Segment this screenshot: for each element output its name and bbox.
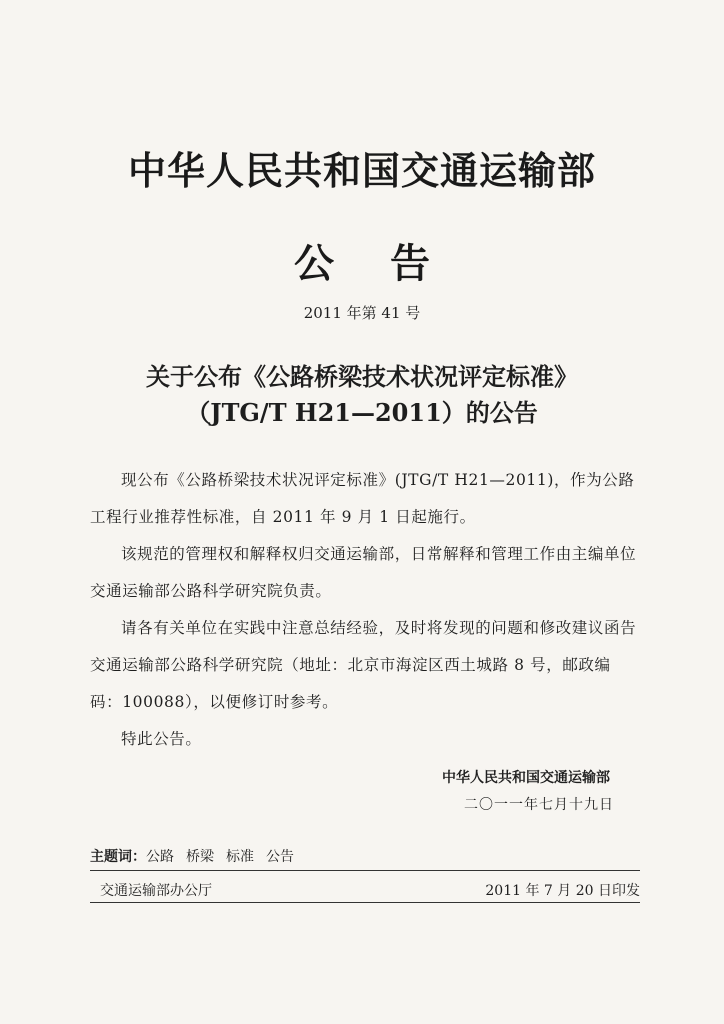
- divider-top: [90, 870, 640, 871]
- subject-keyword: 公告: [266, 849, 294, 865]
- document-body: [90, 462, 640, 758]
- subject-label: 主题词：: [90, 849, 146, 865]
- body-paragraph: 现公布《公路桥梁技术状况评定标准》(JTG/T H21—2011)，作为公路工程行业推荐性标准，自 2011 年 9 月 1 日起施行。: [90, 471, 635, 526]
- divider-bottom: [90, 902, 640, 903]
- document-title-line-1: 关于公布《公路桥梁技术状况评定标准》: [146, 362, 578, 391]
- announcement-char-1: 公: [294, 240, 334, 287]
- document-title-line-2: （JTG/T H21—2011）的公告: [186, 398, 538, 427]
- footer-printed-date: 2011 年 7 月 20 日印发: [485, 883, 640, 899]
- document-number: 2011 年第 41 号: [303, 304, 421, 322]
- signature-block: [442, 766, 614, 820]
- subject-keyword: 桥梁: [186, 849, 214, 865]
- body-paragraph: 该规范的管理权和解释权归交通运输部，日常解释和管理工作由主编单位交通运输部公路科学研究院负责。: [90, 545, 637, 600]
- footer-issuer: 交通运输部办公厅: [100, 883, 212, 899]
- subject-keyword: 标准: [226, 849, 254, 865]
- announcement-char-2: 告: [390, 240, 430, 287]
- ministry-header: 中华人民共和国交通运输部: [127, 148, 596, 193]
- subject-keyword: 公路: [146, 849, 174, 865]
- body-paragraph: 请各有关单位在实践中注意总结经验，及时将发现的问题和修改建议函告交通运输部公路科学研究院（地址：北京市海淀区西土城路 8 号，邮政编码：100088），以便修订时参考。: [90, 619, 637, 711]
- signature-date: 二〇一一年七月十九日: [464, 797, 614, 813]
- signature-organization: 中华人民共和国交通运输部: [442, 770, 610, 786]
- body-paragraph: 特此公告。: [121, 730, 202, 748]
- announcement-heading: [0, 232, 724, 289]
- subject-keywords: [90, 846, 306, 866]
